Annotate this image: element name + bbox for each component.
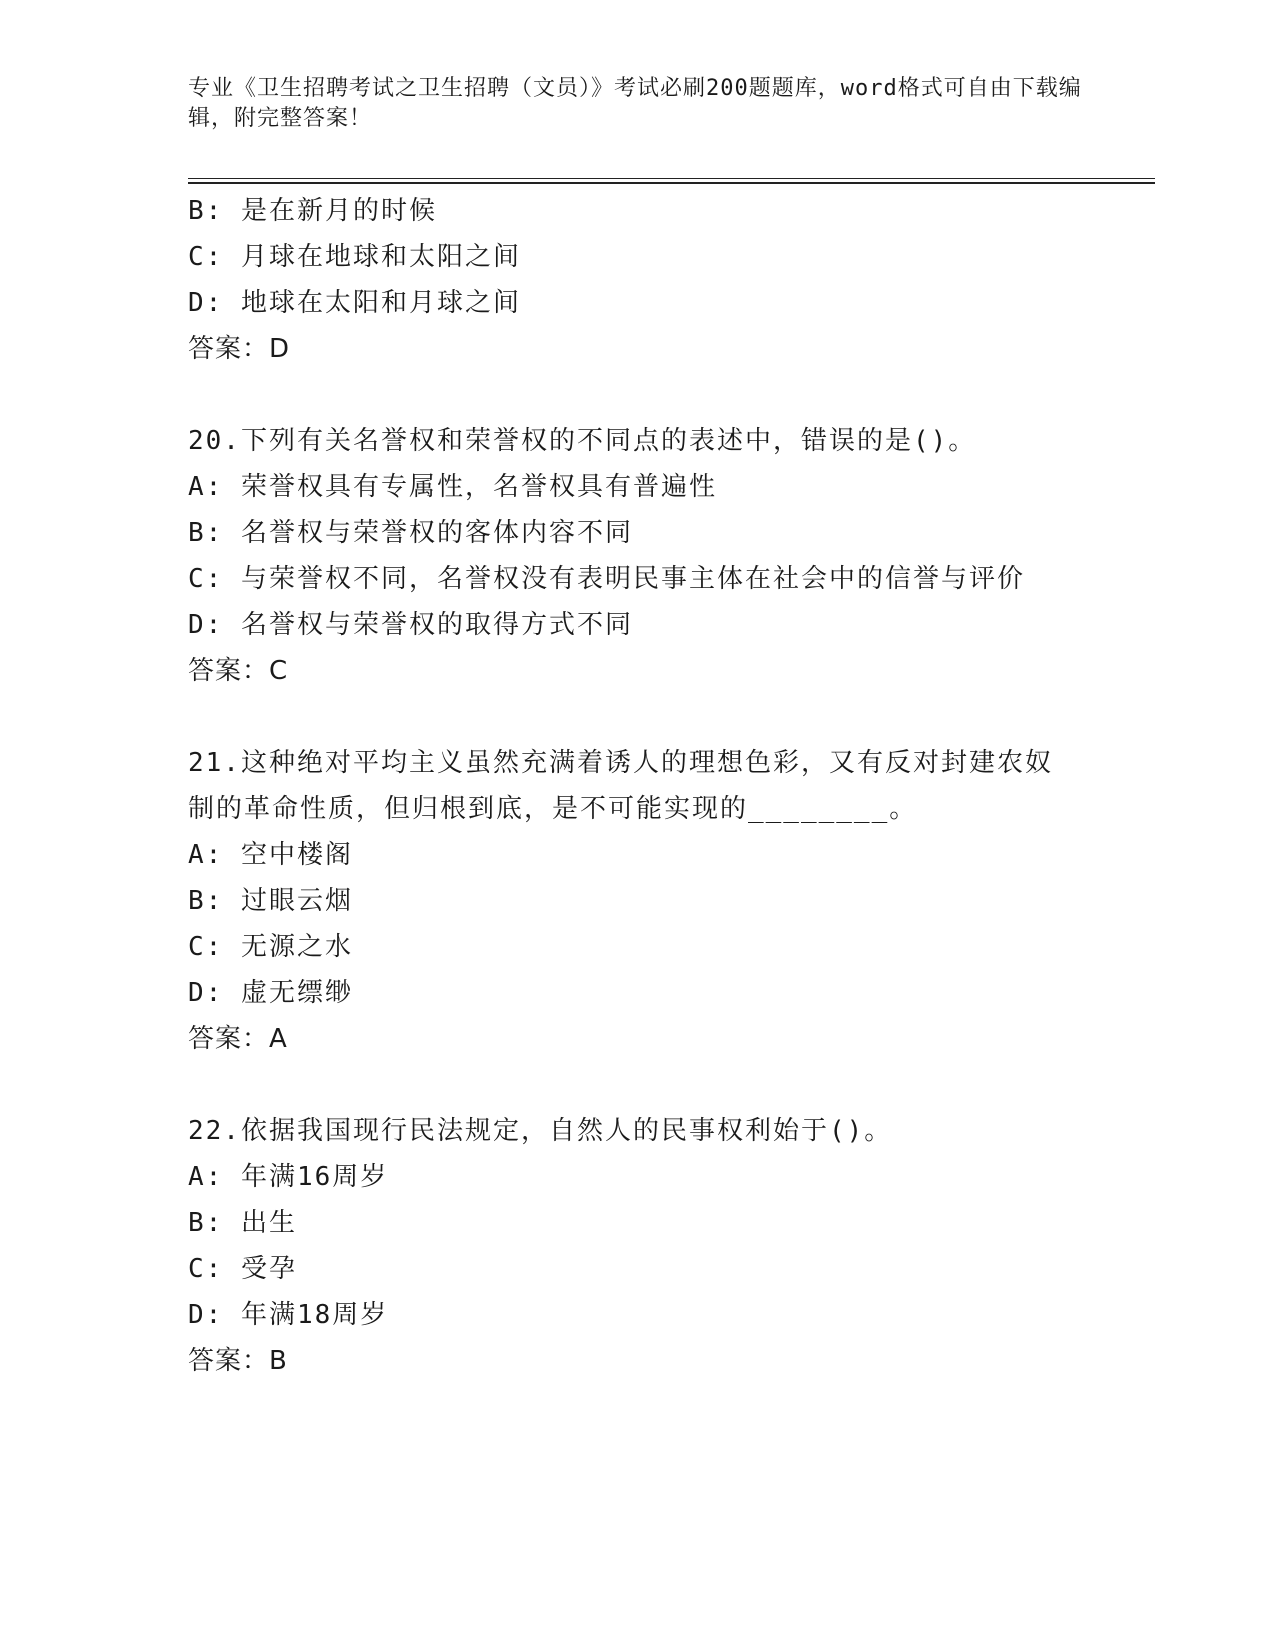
answer-line: 答案：A <box>188 1024 288 1054</box>
header-title: 专业《卫生招聘考试之卫生招聘（文员）》考试必刷200题题库，word格式可自由下载编辑，附完整答案！ <box>188 76 1082 131</box>
header-divider-thin <box>188 178 1155 179</box>
spacer <box>188 372 1108 418</box>
option-d: D: 年满18周岁 <box>188 1300 389 1330</box>
question-list <box>188 188 1108 1384</box>
question-block-22 <box>188 1108 1108 1384</box>
option-b: B: 名誉权与荣誉权的客体内容不同 <box>188 518 633 548</box>
spacer <box>188 694 1108 740</box>
option-b: B: 过眼云烟 <box>188 886 353 916</box>
question-block-20 <box>188 418 1108 694</box>
question-text-line-1: 21.这种绝对平均主义虽然充满着诱人的理想色彩，又有反对封建农奴 <box>188 748 1053 778</box>
option-b: B: 出生 <box>188 1208 297 1238</box>
option-c: C: 受孕 <box>188 1254 297 1284</box>
option-c: C: 与荣誉权不同，名誉权没有表明民事主体在社会中的信誉与评价 <box>188 564 1025 594</box>
option-a: A: 空中楼阁 <box>188 840 353 870</box>
option-d: D: 名誉权与荣誉权的取得方式不同 <box>188 610 633 640</box>
header-divider-thick <box>188 182 1155 184</box>
question-block-continued <box>188 188 1108 372</box>
question-text-line-2: 制的革命性质，但归根到底，是不可能实现的________。 <box>188 794 918 824</box>
question-text: 20.下列有关名誉权和荣誉权的不同点的表述中，错误的是()。 <box>188 426 977 456</box>
question-block-21 <box>188 740 1108 1062</box>
option-b: B: 是在新月的时候 <box>188 196 437 226</box>
answer-line: 答案：D <box>188 334 291 364</box>
option-a: A: 荣誉权具有专属性，名誉权具有普遍性 <box>188 472 717 502</box>
option-c: C: 无源之水 <box>188 932 353 962</box>
question-text: 22.依据我国现行民法规定，自然人的民事权利始于()。 <box>188 1116 893 1146</box>
page-header <box>188 74 1088 134</box>
option-d: D: 虚无缥缈 <box>188 978 353 1008</box>
spacer <box>188 1062 1108 1108</box>
option-a: A: 年满16周岁 <box>188 1162 389 1192</box>
answer-line: 答案：B <box>188 1346 288 1376</box>
answer-line: 答案：C <box>188 656 289 686</box>
option-c: C: 月球在地球和太阳之间 <box>188 242 521 272</box>
option-d: D: 地球在太阳和月球之间 <box>188 288 521 318</box>
